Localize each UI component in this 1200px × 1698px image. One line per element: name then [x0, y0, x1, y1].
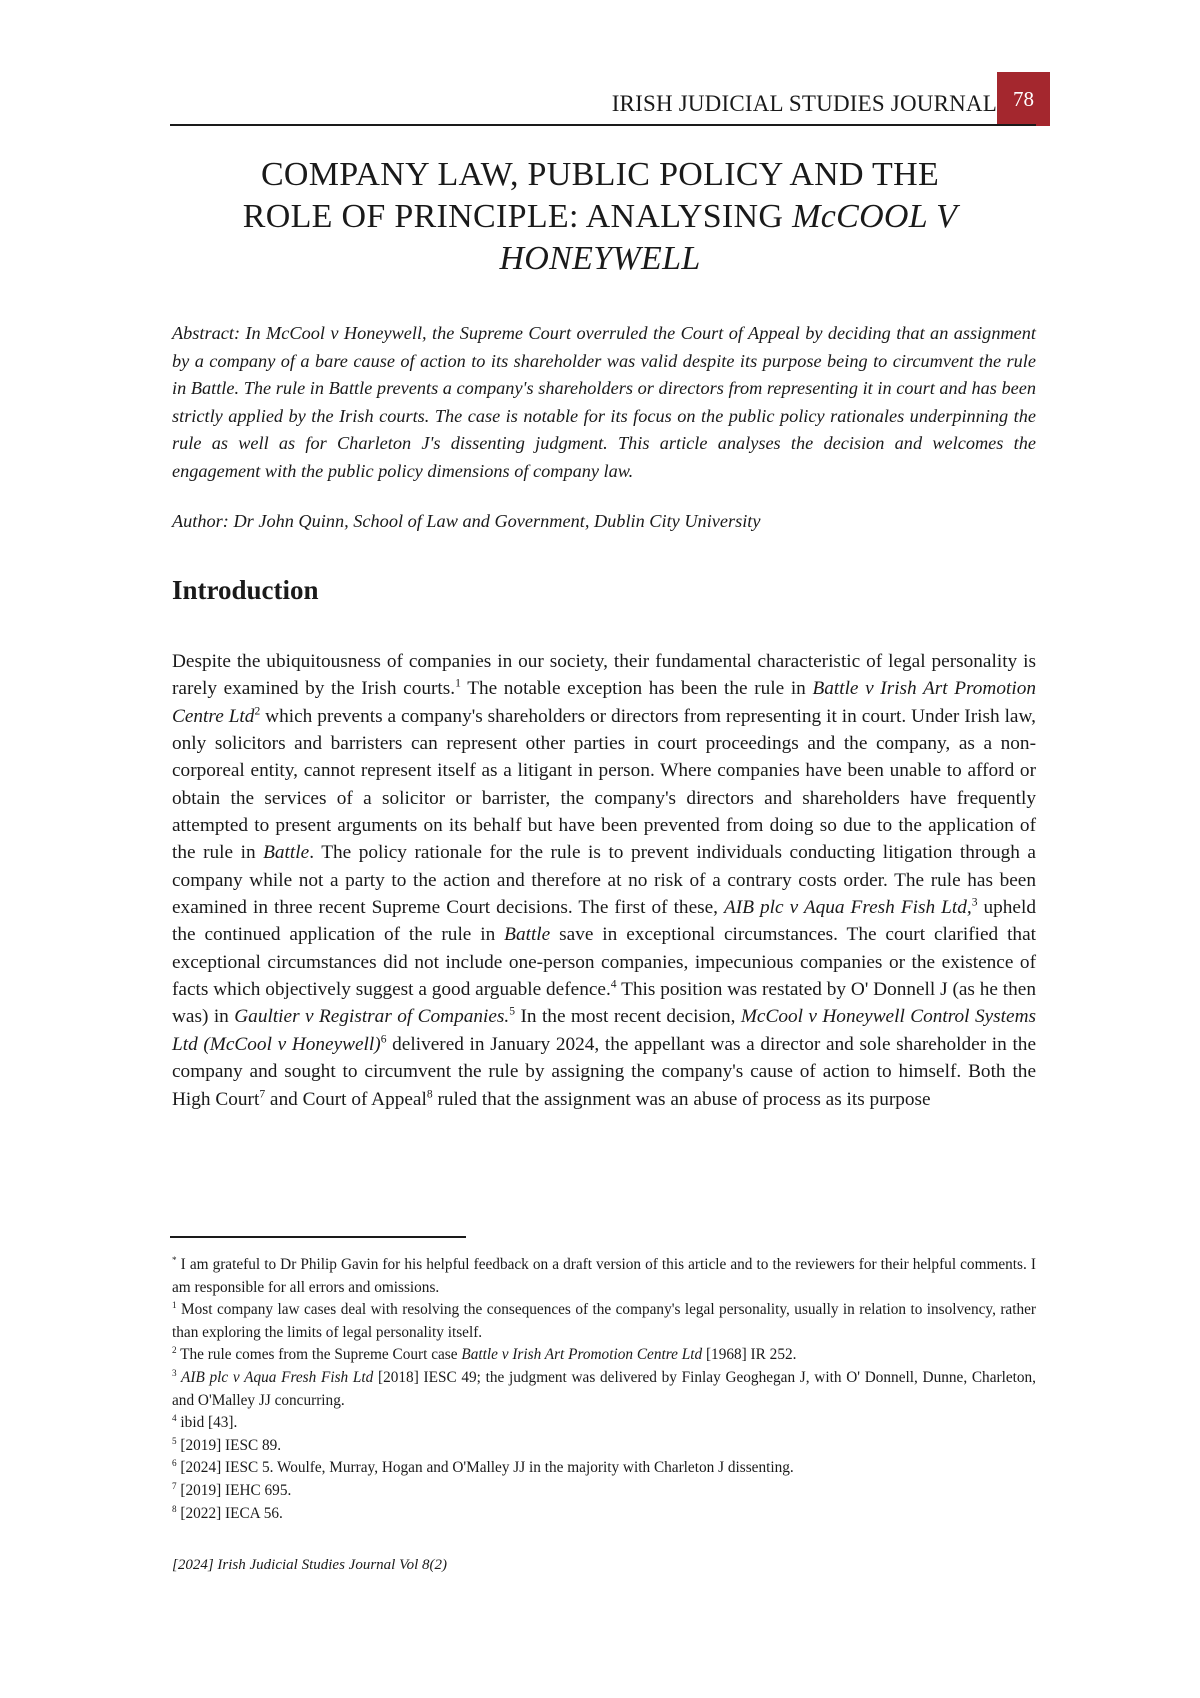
body-paragraph [172, 648, 1036, 1113]
body-text-run: upheld the continued application of the rule in [172, 897, 1036, 946]
footnote-ref[interactable]: 3 [971, 895, 978, 909]
footnote-5 [172, 1435, 1036, 1458]
body-text-run: This position was restated by O' Donnell J (as he then was) in [172, 979, 1036, 1028]
footnote-text: ibid [43]. [176, 1414, 238, 1432]
body-text-run: In the most recent decision, [515, 1006, 741, 1028]
running-header-journal-name: IRISH JUDICIAL STUDIES JOURNAL [611, 91, 997, 116]
footnote-4 [172, 1412, 1036, 1435]
article-title [160, 154, 1040, 280]
footnote-text: I am grateful to Dr Philip Gavin for his helpful feedback on a draft version of this article and to the reviewers for their helpful comments. I am responsible for all errors and omissions. [172, 1256, 1036, 1296]
title-case-name-part-2: HONEYWELL [499, 240, 701, 277]
footnote-mark: 5 [172, 1435, 177, 1446]
footnote-text: The rule comes from the Supreme Court case [176, 1346, 462, 1364]
footnote-mark: 3 [172, 1367, 177, 1378]
footnote-ref[interactable]: 7 [259, 1087, 266, 1101]
footnote-ref[interactable]: 4 [610, 977, 617, 991]
footnote-star [172, 1254, 1036, 1299]
footnotes [172, 1254, 1036, 1525]
body-text-run: and Court of Appeal [265, 1088, 427, 1110]
footnote-text: [2018] IESC 49; the judgment was delivered by Finlay Geoghegan J, with O' Donnell, Dunne, Charleton, and O'Malley JJ concurring. [172, 1368, 1036, 1409]
footnote-ref[interactable]: 1 [455, 676, 461, 690]
footnote-text: Most company law cases deal with resolving the consequences of the company's legal personality, usually in relation to insolvency, rather than exploring the limits of legal personality itself. [172, 1301, 1036, 1341]
footnote-3 [172, 1367, 1036, 1412]
footnote-mark: 8 [172, 1503, 177, 1514]
case-name: Battle v Irish Art Promotion Centre Ltd [461, 1346, 703, 1364]
body-text-run: The notable exception has been the rule in [460, 678, 813, 700]
footnote-8 [172, 1503, 1036, 1526]
footnote-2 [172, 1344, 1036, 1367]
footnote-mark: 2 [172, 1345, 177, 1356]
case-name: Gaultier v Registrar of Companies. [234, 1006, 510, 1028]
footnote-6 [172, 1457, 1036, 1480]
title-case-name-part-1: McCOOL V [792, 198, 958, 235]
abstract: Abstract: In McCool v Honeywell, the Supreme Court overruled the Court of Appeal by deciding that an assignment by a company of a bare cause of action to its shareholder was valid despite its purpose being to circumvent the rule in Battle. The rule in Battle prevents a company's shareholders or directors from representing it in court and has been strictly applied by the Irish courts. The case is notable for its focus on the public policy rationales underpinning the rule as well as for Charleton J's dissenting judgment. This article analyses the decision and welcomes the engagement with the public policy dimensions of company law. [172, 323, 1036, 481]
case-name: AIB plc v Aqua Fresh Fish Ltd [176, 1368, 374, 1386]
footnote-separator [170, 1236, 466, 1238]
footnote-mark: 4 [172, 1413, 177, 1424]
body-text-run: delivered in January 2024, the appellant was a director and sole shareholder in the company and sought to circumvent the rule by assigning the company's cause of action to himself. Both the High Court [172, 1033, 1037, 1110]
footnote-ref[interactable]: 6 [380, 1032, 387, 1046]
section-heading-introduction: Introduction [172, 575, 319, 605]
author-line: Author: Dr John Quinn, School of Law and Government, Dublin City University [172, 511, 761, 531]
footnote-mark: 6 [172, 1458, 177, 1469]
body-text-run: Despite the ubiquitousness of companies in our society, their fundamental characteristic of legal personality is rarely examined by the Irish courts. [172, 651, 1036, 700]
footnote-text: [2019] IEHC 695. [176, 1481, 292, 1499]
footnote-text: [1968] IR 252. [702, 1346, 797, 1364]
title-line-2: ROLE OF PRINCIPLE: ANALYSING [242, 198, 793, 235]
footer-citation: [2024] Irish Judicial Studies Journal Vol 8(2) [172, 1557, 447, 1573]
title-line-1: COMPANY LAW, PUBLIC POLICY AND THE [260, 156, 940, 193]
case-name: Battle [263, 842, 310, 864]
footnote-ref[interactable]: 5 [509, 1005, 516, 1019]
case-name: AIB plc v Aqua Fresh Fish Ltd, [724, 897, 972, 919]
body-text-run: which prevents a company's shareholders or directors from representing it in court. Under Irish law, only solicitors and barristers can represent other parties in court proceedings and the company, as a non-corporeal entity, cannot represent itself as a litigant in person. Where companies have been unable to afford or obtain the services of a solicitor or barrister, the company's directors and shareholders have frequently attempted to present arguments on its behalf but have been prevented from doing so due to the application of the rule in [172, 705, 1036, 864]
page-number-badge: 78 [997, 72, 1050, 126]
footnote-ref[interactable]: 8 [426, 1087, 433, 1101]
case-name: Battle [504, 924, 551, 946]
footnote-mark: 1 [172, 1300, 177, 1311]
footnote-mark: 7 [172, 1480, 177, 1491]
footnote-text: [2024] IESC 5. Woulfe, Murray, Hogan and O'Malley JJ in the majority with Charleton J dissenting. [176, 1459, 794, 1477]
footnote-mark: * [172, 1254, 177, 1265]
footnote-text: [2019] IESC 89. [176, 1436, 282, 1454]
body-text-run: ruled that the assignment was an abuse of process as its purpose [432, 1088, 931, 1110]
footnote-text: [2022] IECA 56. [176, 1504, 283, 1522]
footnote-ref[interactable]: 2 [254, 704, 261, 718]
case-name: Battle v Irish Art Promotion Centre Ltd [172, 678, 1036, 727]
case-name: McCool v Honeywell Control Systems Ltd (McCool v Honeywell) [172, 1006, 1036, 1055]
body-text-run: save in exceptional circumstances. The court clarified that exceptional circumstances did not include one-person companies, impecunious companies or the existence of facts which objectively suggest a good arguable defence. [172, 924, 1036, 1001]
footnote-7 [172, 1480, 1036, 1503]
header-rule [170, 124, 1036, 126]
body-text-run: . The policy rationale for the rule is to prevent individuals conducting litigation through a company while not a party to the action and therefore at no risk of a contrary costs order. The rule has been examined in three recent Supreme Court decisions. The first of these, [172, 842, 1036, 919]
footnote-1 [172, 1299, 1036, 1344]
